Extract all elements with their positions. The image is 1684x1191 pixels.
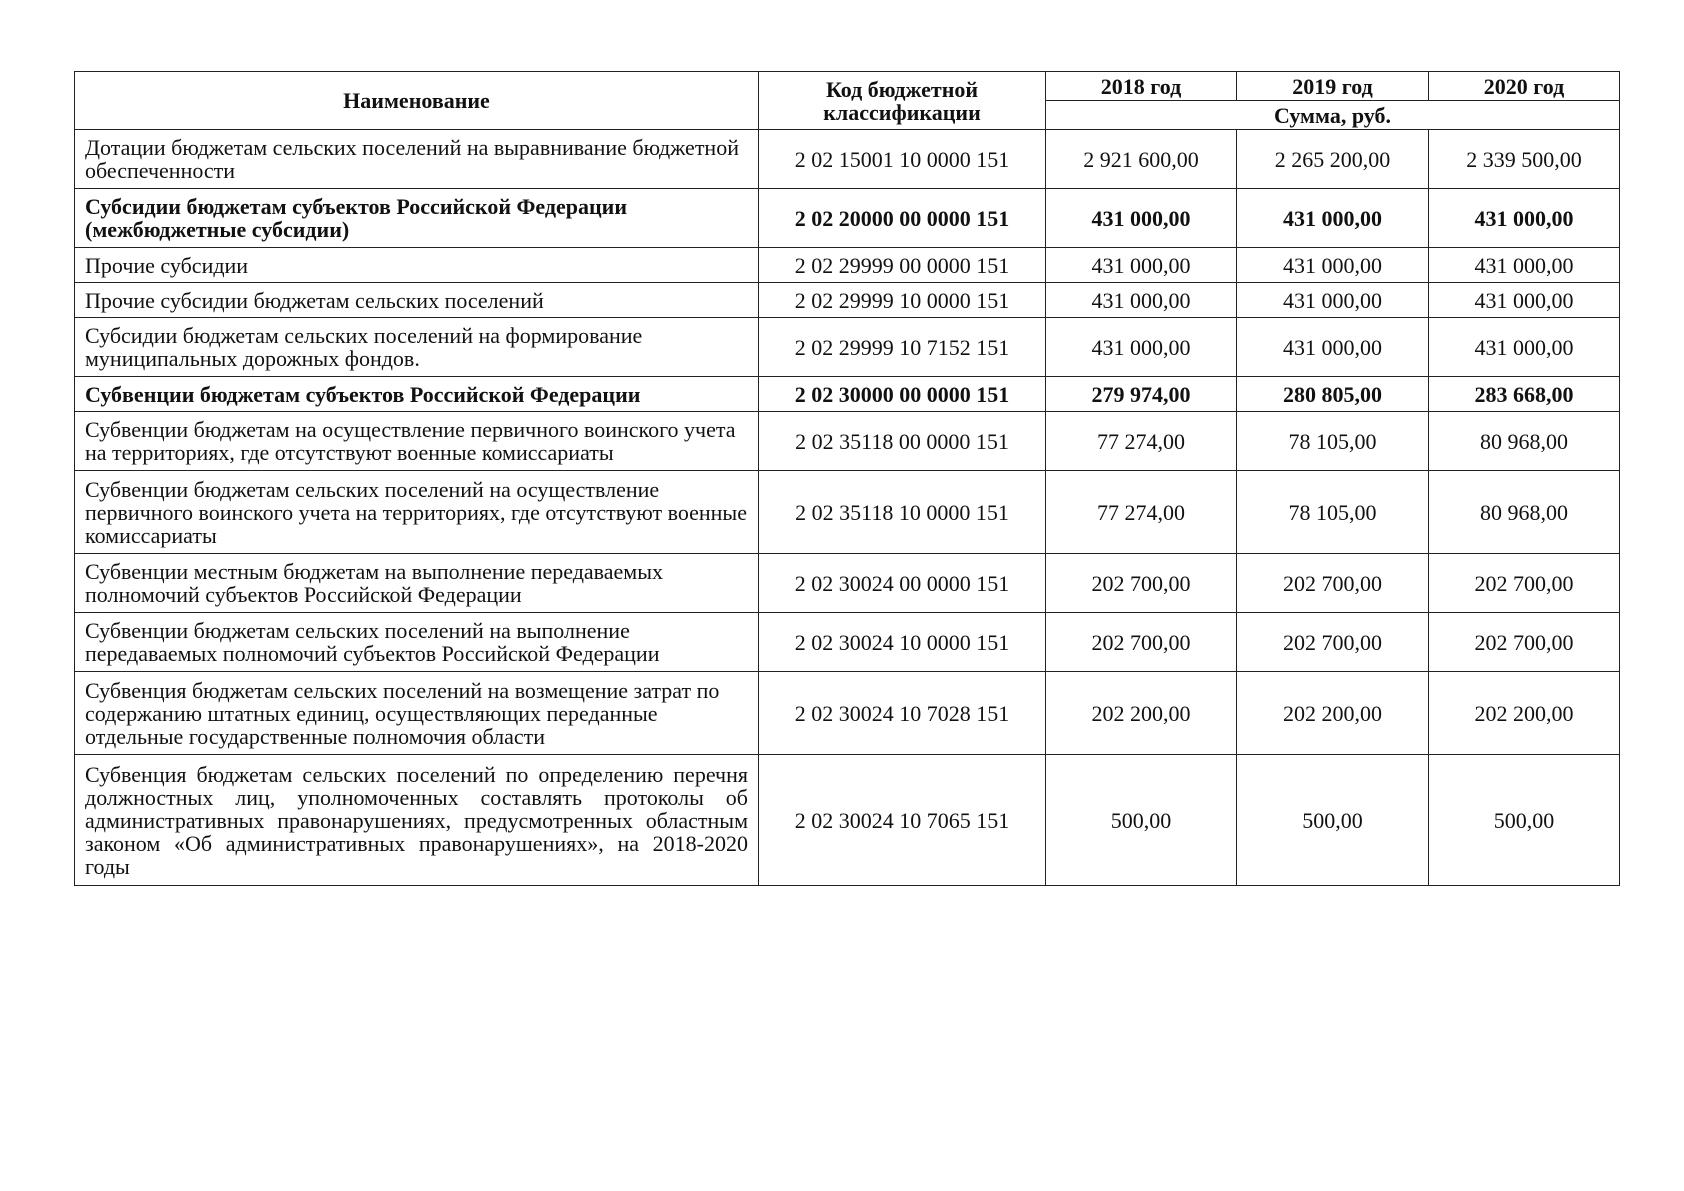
- header-sum: Сумма, руб.: [1046, 101, 1620, 130]
- row-name: Субсидии бюджетам субъектов Российской Федерации (межбюджетные субсидии): [75, 189, 759, 248]
- row-name: Субвенции бюджетам сельских поселений на выполнение передаваемых полномочий субъектов Российской Федерации: [75, 613, 759, 672]
- row-name: Субвенции бюджетам на осуществление первичного воинского учета на территориях, где отсутствуют военные комиссариаты: [75, 412, 759, 471]
- row-name: Субвенции местным бюджетам на выполнение передаваемых полномочий субъектов Российской Федерации: [75, 554, 759, 613]
- row-2018: 431 000,00: [1046, 318, 1237, 377]
- row-2020: 500,00: [1429, 755, 1620, 886]
- row-2020: 80 968,00: [1429, 471, 1620, 554]
- row-name: Дотации бюджетам сельских поселений на выравнивание бюджетной обеспеченности: [75, 130, 759, 189]
- row-name: Субвенции бюджетам субъектов Российской Федерации: [75, 377, 759, 412]
- table-row: [75, 318, 1620, 377]
- row-code: 2 02 30024 10 0000 151: [759, 613, 1046, 672]
- header-code: Код бюджетной классификации: [759, 72, 1046, 130]
- row-2018: 77 274,00: [1046, 471, 1237, 554]
- row-code: 2 02 29999 10 0000 151: [759, 283, 1046, 318]
- row-2019: 431 000,00: [1237, 283, 1429, 318]
- row-code: 2 02 30024 10 7028 151: [759, 672, 1046, 755]
- row-2020: 431 000,00: [1429, 189, 1620, 248]
- row-2020: 202 700,00: [1429, 613, 1620, 672]
- row-2018: 2 921 600,00: [1046, 130, 1237, 189]
- row-2019: 280 805,00: [1237, 377, 1429, 412]
- row-code: 2 02 20000 00 0000 151: [759, 189, 1046, 248]
- table-row: [75, 755, 1620, 886]
- header-year-2018: 2018 год: [1046, 72, 1237, 101]
- table-row: [75, 377, 1620, 412]
- row-name: Субвенции бюджетам сельских поселений на осуществление первичного воинского учета на территориях, где отсутствуют военные комиссариаты: [75, 471, 759, 554]
- row-2020: 431 000,00: [1429, 318, 1620, 377]
- row-2020: 202 700,00: [1429, 554, 1620, 613]
- row-code: 2 02 29999 10 7152 151: [759, 318, 1046, 377]
- header-year-2020: 2020 год: [1429, 72, 1620, 101]
- row-code: 2 02 30024 10 7065 151: [759, 755, 1046, 886]
- row-2018: 431 000,00: [1046, 283, 1237, 318]
- row-code: 2 02 35118 00 0000 151: [759, 412, 1046, 471]
- table-row: [75, 471, 1620, 554]
- row-code: 2 02 30000 00 0000 151: [759, 377, 1046, 412]
- row-2019: 431 000,00: [1237, 318, 1429, 377]
- row-2018: 202 700,00: [1046, 613, 1237, 672]
- row-name: Субвенция бюджетам сельских поселений по определению перечня должностных лиц, уполномоченных составлять протоколы об административных правонарушениях, предусмотренных областным законом «Об административных правонарушениях», на 2018-2020 годы: [75, 755, 759, 886]
- row-2020: 431 000,00: [1429, 283, 1620, 318]
- row-2018: 431 000,00: [1046, 189, 1237, 248]
- row-2018: 202 700,00: [1046, 554, 1237, 613]
- table-row: [75, 130, 1620, 189]
- row-code: 2 02 15001 10 0000 151: [759, 130, 1046, 189]
- table-header-row: [75, 72, 1620, 101]
- row-2018: 500,00: [1046, 755, 1237, 886]
- header-year-2019: 2019 год: [1237, 72, 1429, 101]
- row-2019: 500,00: [1237, 755, 1429, 886]
- row-2019: 202 700,00: [1237, 554, 1429, 613]
- table-row: [75, 189, 1620, 248]
- row-2020: 431 000,00: [1429, 248, 1620, 283]
- row-2020: 80 968,00: [1429, 412, 1620, 471]
- row-2020: 283 668,00: [1429, 377, 1620, 412]
- row-name: Субсидии бюджетам сельских поселений на формирование муниципальных дорожных фондов.: [75, 318, 759, 377]
- table-row: [75, 613, 1620, 672]
- table-row: [75, 554, 1620, 613]
- row-2018: 77 274,00: [1046, 412, 1237, 471]
- row-code: 2 02 35118 10 0000 151: [759, 471, 1046, 554]
- header-name: Наименование: [75, 72, 759, 130]
- row-name: Прочие субсидии: [75, 248, 759, 283]
- row-name: Субвенция бюджетам сельских поселений на возмещение затрат по содержанию штатных единиц, осуществляющих переданные отдельные государственные полномочия области: [75, 672, 759, 755]
- row-2018: 431 000,00: [1046, 248, 1237, 283]
- row-2019: 202 200,00: [1237, 672, 1429, 755]
- row-2020: 202 200,00: [1429, 672, 1620, 755]
- row-2018: 202 200,00: [1046, 672, 1237, 755]
- table-row: [75, 412, 1620, 471]
- row-name: Прочие субсидии бюджетам сельских поселений: [75, 283, 759, 318]
- row-2020: 2 339 500,00: [1429, 130, 1620, 189]
- row-2019: 431 000,00: [1237, 189, 1429, 248]
- row-2019: 78 105,00: [1237, 471, 1429, 554]
- row-2019: 2 265 200,00: [1237, 130, 1429, 189]
- table-row: [75, 672, 1620, 755]
- budget-revenue-table: [74, 71, 1620, 886]
- table-row: [75, 283, 1620, 318]
- row-2019: 202 700,00: [1237, 613, 1429, 672]
- row-2019: 78 105,00: [1237, 412, 1429, 471]
- row-2018: 279 974,00: [1046, 377, 1237, 412]
- row-code: 2 02 29999 00 0000 151: [759, 248, 1046, 283]
- row-2019: 431 000,00: [1237, 248, 1429, 283]
- table-row: [75, 248, 1620, 283]
- row-code: 2 02 30024 00 0000 151: [759, 554, 1046, 613]
